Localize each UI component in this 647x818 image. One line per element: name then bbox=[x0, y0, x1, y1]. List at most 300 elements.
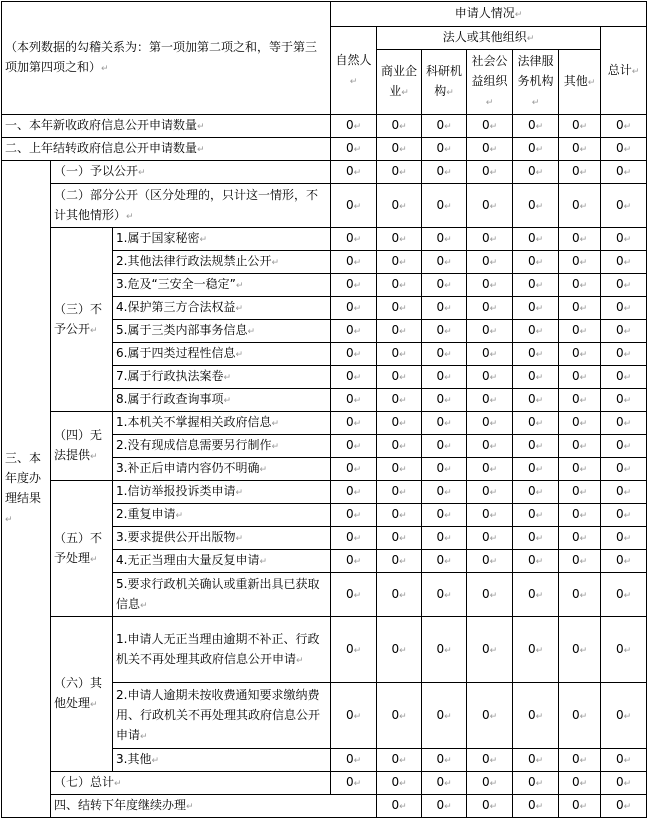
paragraph-mark: ↵ bbox=[259, 465, 267, 475]
paragraph-mark: ↵ bbox=[489, 145, 498, 155]
paragraph-mark: ↵ bbox=[399, 145, 407, 155]
header-applicant: 申请人情况 bbox=[454, 6, 515, 20]
value-cell bbox=[331, 458, 377, 481]
value: 0 bbox=[391, 346, 400, 360]
not-disclosed-item-cell bbox=[113, 228, 331, 251]
paragraph-mark: ↵ bbox=[579, 168, 588, 178]
value: 0 bbox=[481, 346, 490, 360]
not-disclosed-item-cell bbox=[113, 343, 331, 366]
value-cell bbox=[377, 161, 422, 184]
value: 0 bbox=[481, 369, 490, 383]
label-subtotal-cell bbox=[51, 772, 331, 795]
value: 0 bbox=[345, 197, 354, 212]
value: 0 bbox=[436, 277, 445, 291]
paragraph-mark: ↵ bbox=[271, 442, 279, 452]
value-cell bbox=[422, 297, 467, 320]
table-note-cell bbox=[2, 2, 331, 115]
paragraph-mark: ↵ bbox=[623, 201, 632, 212]
value-cell bbox=[422, 389, 467, 412]
value: 0 bbox=[615, 164, 624, 178]
paragraph-mark: ↵ bbox=[444, 779, 452, 789]
paragraph-mark: ↵ bbox=[235, 281, 244, 291]
value: 0 bbox=[615, 277, 624, 291]
label-new-requests: 一、本年新收政府信息公开申请数量 bbox=[5, 118, 198, 132]
paragraph-mark: ↵ bbox=[399, 645, 407, 656]
value-cell bbox=[559, 115, 601, 138]
paragraph-mark: ↵ bbox=[579, 442, 588, 452]
value: 0 bbox=[615, 586, 624, 601]
value: 0 bbox=[391, 775, 400, 789]
value: 0 bbox=[571, 798, 580, 812]
value: 0 bbox=[527, 369, 536, 383]
value: 0 bbox=[436, 586, 445, 601]
paragraph-mark: ↵ bbox=[489, 511, 498, 521]
value-cell bbox=[467, 504, 513, 527]
label-disclosed-cell bbox=[51, 161, 331, 184]
value: 0 bbox=[345, 641, 354, 656]
value-cell bbox=[601, 274, 647, 297]
value-cell bbox=[422, 320, 467, 343]
paragraph-mark: ↵ bbox=[114, 779, 122, 789]
value: 0 bbox=[391, 553, 400, 567]
value: 0 bbox=[345, 346, 354, 360]
paragraph-mark: ↵ bbox=[535, 373, 544, 383]
value-cell bbox=[467, 320, 513, 343]
value-cell bbox=[513, 320, 559, 343]
value-cell bbox=[559, 458, 601, 481]
not-disclosed-item: 3.危及“三安全一稳定” bbox=[116, 277, 236, 291]
value-cell bbox=[559, 617, 601, 683]
header-total: 总计 bbox=[607, 62, 632, 77]
row-carried-over bbox=[2, 138, 647, 161]
paragraph-mark: ↵ bbox=[535, 145, 544, 155]
paragraph-mark: ↵ bbox=[235, 304, 243, 314]
value: 0 bbox=[436, 641, 445, 656]
paragraph-mark: ↵ bbox=[579, 350, 588, 360]
value: 0 bbox=[527, 346, 536, 360]
value: 0 bbox=[436, 530, 445, 544]
paragraph-mark: ↵ bbox=[535, 122, 544, 132]
paragraph-mark: ↵ bbox=[579, 465, 588, 475]
value: 0 bbox=[391, 461, 400, 475]
value-cell bbox=[467, 366, 513, 389]
paragraph-mark: ↵ bbox=[399, 201, 407, 212]
paragraph-mark: ↵ bbox=[399, 465, 407, 475]
value-cell bbox=[513, 389, 559, 412]
paragraph-mark: ↵ bbox=[623, 442, 632, 452]
value-cell bbox=[559, 343, 601, 366]
value: 0 bbox=[527, 164, 536, 178]
value: 0 bbox=[615, 118, 624, 132]
paragraph-mark: ↵ bbox=[535, 304, 544, 314]
unable-to-provide-label-cell bbox=[51, 412, 113, 481]
value: 0 bbox=[345, 254, 354, 268]
value: 0 bbox=[571, 641, 580, 656]
value: 0 bbox=[436, 775, 445, 789]
value: 0 bbox=[481, 164, 490, 178]
info-disclosure-table bbox=[1, 1, 647, 818]
value-cell bbox=[513, 228, 559, 251]
paragraph-mark: ↵ bbox=[579, 373, 588, 383]
paragraph-mark: ↵ bbox=[353, 557, 362, 567]
paragraph-mark: ↵ bbox=[489, 373, 498, 383]
value-cell bbox=[422, 138, 467, 161]
value: 0 bbox=[345, 300, 354, 314]
value-cell bbox=[513, 617, 559, 683]
paragraph-mark: ↵ bbox=[489, 281, 498, 291]
paragraph-mark: ↵ bbox=[579, 327, 588, 337]
value: 0 bbox=[571, 323, 580, 337]
value: 0 bbox=[481, 641, 490, 656]
value-cell bbox=[559, 274, 601, 297]
value: 0 bbox=[615, 369, 624, 383]
value-cell bbox=[467, 184, 513, 228]
paragraph-mark: ↵ bbox=[444, 235, 452, 245]
paragraph-mark: ↵ bbox=[399, 304, 407, 314]
value-cell bbox=[601, 527, 647, 550]
label-partial-cell bbox=[51, 184, 331, 228]
paragraph-mark: ↵ bbox=[535, 168, 544, 178]
value: 0 bbox=[345, 707, 354, 722]
value-cell bbox=[331, 184, 377, 228]
value-cell bbox=[422, 115, 467, 138]
paragraph-mark: ↵ bbox=[623, 373, 632, 383]
value-cell bbox=[377, 617, 422, 683]
value: 0 bbox=[345, 118, 354, 132]
value-cell bbox=[377, 435, 422, 458]
paragraph-mark: ↵ bbox=[223, 373, 231, 383]
paragraph-mark: ↵ bbox=[489, 442, 498, 452]
header-social-welfare: 社会公益组织 bbox=[471, 54, 508, 88]
value: 0 bbox=[571, 752, 580, 766]
label-carried-over: 二、上年结转政府信息公开申请数量 bbox=[5, 141, 198, 155]
value: 0 bbox=[481, 300, 490, 314]
value: 0 bbox=[481, 141, 490, 155]
paragraph-mark: ↵ bbox=[579, 645, 588, 656]
value-cell bbox=[513, 115, 559, 138]
paragraph-mark: ↵ bbox=[399, 779, 407, 789]
value: 0 bbox=[615, 438, 624, 452]
value: 0 bbox=[391, 641, 400, 656]
paragraph-mark: ↵ bbox=[140, 600, 148, 611]
not-processed-label: （五）不予处理 bbox=[54, 530, 103, 565]
value: 0 bbox=[481, 438, 490, 452]
value-cell bbox=[601, 412, 647, 435]
paragraph-mark: ↵ bbox=[235, 488, 243, 498]
paragraph-mark: ↵ bbox=[535, 201, 544, 212]
paragraph-mark: ↵ bbox=[623, 327, 632, 337]
value: 0 bbox=[436, 369, 445, 383]
value-cell bbox=[601, 138, 647, 161]
value-cell bbox=[559, 138, 601, 161]
value: 0 bbox=[615, 392, 624, 406]
value: 0 bbox=[481, 277, 490, 291]
paragraph-mark: ↵ bbox=[489, 488, 498, 498]
value-cell bbox=[422, 617, 467, 683]
value-cell bbox=[422, 274, 467, 297]
value-cell bbox=[377, 251, 422, 274]
value-cell bbox=[601, 795, 647, 818]
paragraph-mark: ↵ bbox=[535, 281, 544, 291]
paragraph-mark: ↵ bbox=[444, 201, 452, 212]
paragraph-mark: ↵ bbox=[579, 711, 588, 722]
value: 0 bbox=[481, 118, 490, 132]
paragraph-mark: ↵ bbox=[623, 122, 632, 132]
value-cell bbox=[513, 161, 559, 184]
value-cell bbox=[467, 297, 513, 320]
unable-to-provide-item-cell bbox=[113, 412, 331, 435]
value-cell bbox=[601, 550, 647, 573]
not-disclosed-item: 1.属于国家秘密 bbox=[116, 231, 200, 245]
value-cell bbox=[331, 161, 377, 184]
paragraph-mark: ↵ bbox=[353, 258, 362, 268]
value: 0 bbox=[527, 775, 536, 789]
unable-to-provide-item: 1.本机关不掌握相关政府信息 bbox=[116, 415, 272, 429]
paragraph-mark: ↵ bbox=[399, 350, 407, 360]
value-cell bbox=[601, 343, 647, 366]
paragraph-mark: ↵ bbox=[353, 419, 362, 429]
value: 0 bbox=[527, 461, 536, 475]
not-processed-item: 5.要求行政机关确认或重新出具已获取信息 bbox=[116, 576, 320, 611]
row-subtotal bbox=[2, 772, 647, 795]
not-processed-item: 2.重复申请 bbox=[116, 507, 176, 521]
value-cell bbox=[377, 138, 422, 161]
value: 0 bbox=[615, 507, 624, 521]
paragraph-mark: ↵ bbox=[444, 590, 452, 601]
value: 0 bbox=[615, 775, 624, 789]
paragraph-mark: ↵ bbox=[399, 281, 407, 291]
value-cell bbox=[331, 527, 377, 550]
value-cell bbox=[422, 435, 467, 458]
value: 0 bbox=[481, 392, 490, 406]
paragraph-mark: ↵ bbox=[444, 258, 452, 268]
paragraph-mark: ↵ bbox=[535, 511, 544, 521]
value-cell bbox=[331, 297, 377, 320]
value-cell bbox=[467, 161, 513, 184]
value: 0 bbox=[391, 118, 400, 132]
paragraph-mark: ↵ bbox=[579, 802, 588, 812]
value: 0 bbox=[571, 707, 580, 722]
unable-to-provide-item-cell bbox=[113, 435, 331, 458]
not-disclosed-row bbox=[2, 228, 647, 251]
value: 0 bbox=[345, 231, 354, 245]
paragraph-mark: ↵ bbox=[579, 281, 588, 291]
value-cell bbox=[377, 115, 422, 138]
paragraph-mark: ↵ bbox=[353, 511, 362, 521]
value-cell bbox=[513, 343, 559, 366]
value-cell bbox=[331, 504, 377, 527]
value: 0 bbox=[571, 141, 580, 155]
value-cell bbox=[422, 184, 467, 228]
value-cell bbox=[513, 550, 559, 573]
value: 0 bbox=[436, 254, 445, 268]
paragraph-mark: ↵ bbox=[489, 396, 498, 406]
value-cell bbox=[331, 389, 377, 412]
value: 0 bbox=[345, 752, 354, 766]
paragraph-mark: ↵ bbox=[140, 731, 148, 742]
value: 0 bbox=[345, 369, 354, 383]
value: 0 bbox=[391, 231, 400, 245]
value-cell bbox=[601, 617, 647, 683]
value: 0 bbox=[481, 775, 490, 789]
value-cell bbox=[513, 772, 559, 795]
value-cell bbox=[601, 161, 647, 184]
value-cell bbox=[467, 550, 513, 573]
value-cell bbox=[513, 366, 559, 389]
value-cell bbox=[467, 412, 513, 435]
value: 0 bbox=[571, 164, 580, 178]
value-cell bbox=[559, 389, 601, 412]
value: 0 bbox=[436, 392, 445, 406]
value-cell bbox=[422, 458, 467, 481]
paragraph-mark: ↵ bbox=[623, 488, 632, 498]
value: 0 bbox=[571, 346, 580, 360]
value: 0 bbox=[391, 323, 400, 337]
label-partial: （二）部分公开（区分处理的，只计这一情形，不计其他情形） bbox=[54, 187, 319, 222]
value: 0 bbox=[436, 118, 445, 132]
paragraph-mark: ↵ bbox=[353, 168, 362, 178]
value: 0 bbox=[571, 461, 580, 475]
value-cell bbox=[559, 435, 601, 458]
paragraph-mark: ↵ bbox=[535, 557, 544, 567]
value: 0 bbox=[345, 484, 354, 498]
row-disclosed bbox=[2, 161, 647, 184]
value-cell bbox=[559, 683, 601, 749]
paragraph-mark: ↵ bbox=[579, 258, 588, 268]
value-cell bbox=[377, 320, 422, 343]
value-cell bbox=[331, 274, 377, 297]
value-cell bbox=[513, 683, 559, 749]
value: 0 bbox=[436, 164, 445, 178]
value-cell bbox=[422, 412, 467, 435]
value: 0 bbox=[571, 118, 580, 132]
paragraph-mark: ↵ bbox=[271, 258, 279, 268]
value-cell bbox=[422, 573, 467, 617]
not-processed-row bbox=[2, 481, 647, 504]
paragraph-mark: ↵ bbox=[401, 88, 409, 98]
other-processing-item-cell bbox=[113, 617, 331, 683]
paragraph-mark: ↵ bbox=[535, 350, 544, 360]
not-processed-item: 4.无正当理由大量反复申请 bbox=[116, 553, 260, 567]
paragraph-mark: ↵ bbox=[489, 419, 498, 429]
value: 0 bbox=[391, 141, 400, 155]
value: 0 bbox=[527, 438, 536, 452]
paragraph-mark: ↵ bbox=[353, 122, 362, 132]
not-disclosed-item-cell bbox=[113, 320, 331, 343]
header-other: 其他 bbox=[563, 74, 588, 88]
value: 0 bbox=[527, 507, 536, 521]
value: 0 bbox=[571, 484, 580, 498]
not-processed-label-cell bbox=[51, 481, 113, 617]
not-processed-item: 3.要求提供公开出版物 bbox=[116, 530, 236, 544]
unable-to-provide-item-cell bbox=[113, 458, 331, 481]
value: 0 bbox=[571, 553, 580, 567]
paragraph-mark: ↵ bbox=[353, 235, 362, 245]
value: 0 bbox=[571, 254, 580, 268]
value-cell bbox=[377, 458, 422, 481]
value-cell bbox=[422, 795, 467, 818]
paragraph-mark: ↵ bbox=[399, 327, 407, 337]
value-cell bbox=[513, 481, 559, 504]
paragraph-mark: ↵ bbox=[175, 511, 183, 521]
paragraph-mark: ↵ bbox=[353, 465, 362, 475]
paragraph-mark: ↵ bbox=[444, 511, 452, 521]
value: 0 bbox=[527, 231, 536, 245]
paragraph-mark: ↵ bbox=[535, 465, 544, 475]
paragraph-mark: ↵ bbox=[399, 442, 407, 452]
paragraph-mark: ↵ bbox=[197, 145, 205, 155]
value-cell bbox=[513, 749, 559, 772]
value-cell bbox=[467, 481, 513, 504]
paragraph-mark: ↵ bbox=[353, 350, 362, 360]
paragraph-mark: ↵ bbox=[353, 304, 362, 314]
value: 0 bbox=[481, 484, 490, 498]
value: 0 bbox=[436, 461, 445, 475]
paragraph-mark: ↵ bbox=[489, 327, 498, 337]
paragraph-mark: ↵ bbox=[446, 88, 454, 98]
value-cell bbox=[467, 115, 513, 138]
paragraph-mark: ↵ bbox=[235, 534, 243, 544]
paragraph-mark: ↵ bbox=[399, 235, 407, 245]
value-cell bbox=[467, 274, 513, 297]
value-cell bbox=[559, 251, 601, 274]
label-disclosed: （一）予以公开 bbox=[54, 164, 139, 178]
paragraph-mark: ↵ bbox=[444, 645, 452, 656]
not-processed-item-cell bbox=[113, 481, 331, 504]
value: 0 bbox=[615, 323, 624, 337]
value: 0 bbox=[436, 197, 445, 212]
value-cell bbox=[331, 435, 377, 458]
value-cell bbox=[467, 343, 513, 366]
value: 0 bbox=[345, 775, 354, 789]
value-cell bbox=[601, 297, 647, 320]
paragraph-mark: ↵ bbox=[444, 802, 452, 812]
paragraph-mark: ↵ bbox=[444, 534, 452, 544]
value: 0 bbox=[615, 300, 624, 314]
value-cell bbox=[331, 481, 377, 504]
value: 0 bbox=[527, 553, 536, 567]
value-cell bbox=[377, 772, 422, 795]
value-cell bbox=[331, 366, 377, 389]
value: 0 bbox=[436, 752, 445, 766]
paragraph-mark: ↵ bbox=[623, 711, 632, 722]
value: 0 bbox=[436, 346, 445, 360]
value-cell bbox=[331, 617, 377, 683]
paragraph-mark: ↵ bbox=[489, 350, 498, 360]
paragraph-mark: ↵ bbox=[623, 802, 632, 812]
value-cell bbox=[601, 481, 647, 504]
paragraph-mark: ↵ bbox=[535, 235, 544, 245]
value-cell bbox=[513, 184, 559, 228]
value: 0 bbox=[481, 553, 490, 567]
value: 0 bbox=[527, 392, 536, 406]
value: 0 bbox=[391, 438, 400, 452]
not-disclosed-item: 5.属于三类内部事务信息 bbox=[116, 323, 248, 337]
paragraph-mark: ↵ bbox=[535, 711, 544, 722]
paragraph-mark: ↵ bbox=[247, 327, 255, 337]
unable-to-provide-row bbox=[2, 412, 647, 435]
value-cell bbox=[377, 504, 422, 527]
paragraph-mark: ↵ bbox=[535, 327, 544, 337]
paragraph-mark: ↵ bbox=[151, 756, 159, 766]
value: 0 bbox=[436, 231, 445, 245]
value-cell bbox=[422, 343, 467, 366]
not-disclosed-item: 4.保护第三方合法权益 bbox=[116, 300, 236, 314]
value: 0 bbox=[436, 507, 445, 521]
paragraph-mark: ↵ bbox=[444, 350, 452, 360]
value-cell bbox=[422, 228, 467, 251]
paragraph-mark: ↵ bbox=[138, 168, 146, 178]
